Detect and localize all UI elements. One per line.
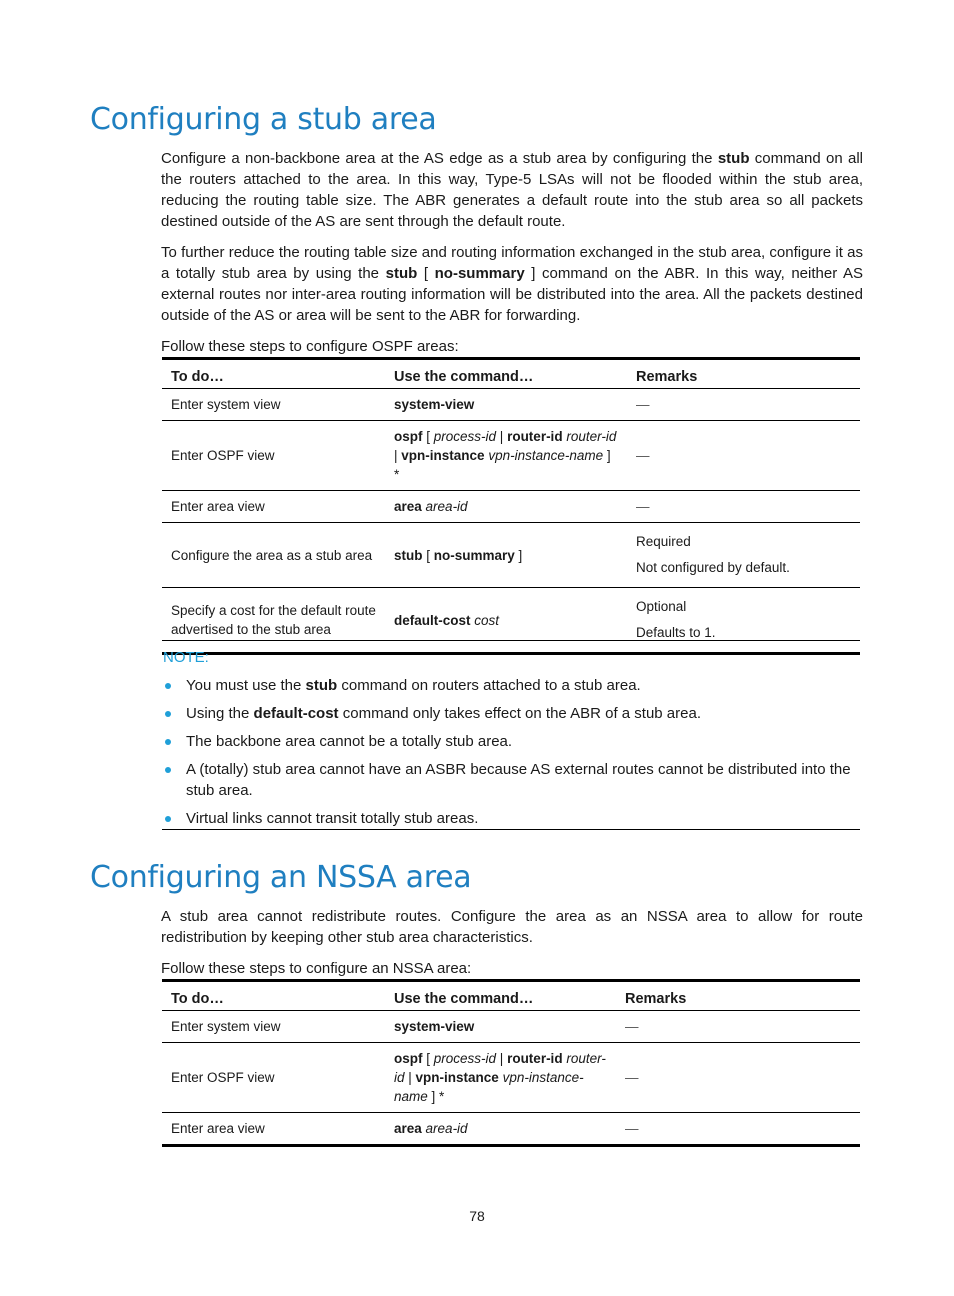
italic-term: router-id: [394, 1051, 606, 1085]
text-run: [: [417, 265, 435, 282]
bullet-icon: [165, 816, 171, 822]
bold-term: vpn-instance: [415, 1070, 499, 1085]
note-list: [162, 675, 860, 836]
bullet-icon: [165, 739, 171, 745]
note-box: [162, 640, 860, 830]
bold-term: stub: [305, 677, 338, 694]
cell-command: [385, 523, 627, 588]
remark-text: Not configured by default.: [636, 560, 790, 575]
remark-text: —: [636, 397, 650, 412]
remark-text: —: [636, 499, 650, 514]
bold-term: ospf: [394, 429, 423, 444]
cell-todo: Enter area view: [162, 491, 385, 523]
col-header-command: Use the command…: [385, 981, 616, 1011]
text-run: command only takes effect on the ABR of a stub area.: [338, 705, 701, 722]
table-row: [162, 421, 860, 491]
cell-command: [385, 1011, 616, 1043]
bullet-icon: [165, 683, 171, 689]
col-header-command: Use the command…: [385, 359, 627, 389]
note-item: [162, 731, 860, 752]
bold-term: system-view: [394, 1019, 475, 1034]
text-run: [: [422, 547, 434, 563]
note-title: NOTE:: [163, 649, 209, 666]
text-run: ] *: [394, 448, 611, 482]
bold-term: system-view: [394, 397, 475, 412]
bold-term: no-summary: [433, 547, 515, 563]
cell-remarks: [627, 491, 860, 523]
bold-term: stub: [385, 265, 418, 282]
nssa-para-1: [161, 906, 863, 948]
col-header-todo: To do…: [162, 359, 385, 389]
cell-remarks: [627, 523, 860, 588]
table-row: [162, 1011, 860, 1043]
remark-text: —: [625, 1019, 639, 1034]
cell-command: [385, 491, 627, 523]
cell-command: [385, 1043, 616, 1113]
col-header-remarks: Remarks: [627, 359, 860, 389]
bold-term: stub: [717, 150, 750, 167]
italic-term: process-id: [433, 429, 497, 444]
cell-todo: Enter system view: [162, 1011, 385, 1043]
stub-para-1: [161, 148, 863, 232]
cell-command: [385, 421, 627, 491]
bold-term: default-cost: [253, 705, 339, 722]
cell-remarks: [627, 389, 860, 421]
text-run: [: [422, 1051, 434, 1066]
bold-term: no-summary: [434, 265, 525, 282]
col-header-remarks: Remarks: [616, 981, 860, 1011]
remark-text: —: [625, 1070, 639, 1085]
remark-text: Defaults to 1.: [636, 625, 716, 640]
italic-term: vpn-instance-name: [394, 1070, 584, 1104]
cell-command: [385, 1113, 616, 1146]
note-item: [162, 759, 860, 801]
italic-term: router-id: [566, 429, 617, 444]
cell-remarks: [627, 421, 860, 491]
table-row: [162, 491, 860, 523]
text-run: command on routers attached to a stub area.: [337, 677, 641, 694]
text-run: |: [394, 448, 402, 463]
bullet-icon: [165, 711, 171, 717]
bold-term: router-id: [507, 429, 563, 444]
bold-term: ospf: [394, 1051, 423, 1066]
italic-term: cost: [474, 612, 500, 628]
text-run: You must use the: [186, 677, 306, 694]
text-run: The backbone area cannot be a totally stub area.: [186, 733, 513, 750]
text-run: |: [496, 429, 508, 444]
text-run: Virtual links cannot transit totally stub areas.: [186, 810, 479, 827]
table-row: [162, 389, 860, 421]
cell-remarks: [616, 1043, 860, 1113]
cell-todo: Enter area view: [171, 1121, 265, 1136]
italic-term: process-id: [433, 1051, 497, 1066]
nssa-area-table: [162, 979, 860, 1147]
table-row: [162, 1113, 860, 1146]
cell-remarks: [616, 1011, 860, 1043]
text-run: |: [404, 1070, 416, 1085]
text-run: command on all the routers attached to the area. In this way, Type-5 LSAs will not be flooded within the stub area, reducing the routing table size. The ABR generates a default route into the stub area so all packets destined outside of the AS are sent through the default route.: [161, 150, 863, 230]
cell-todo: Specify a cost for the default route advertised to the stub area: [171, 603, 376, 637]
remark-text: Required: [636, 534, 691, 549]
bold-term: default-cost: [394, 612, 471, 628]
stub-table-intro: Follow these steps to configure OSPF areas:: [161, 338, 459, 355]
section-title-nssa-area: Configuring an NSSA area: [90, 860, 472, 895]
note-item: [162, 808, 860, 829]
note-item: [162, 703, 860, 724]
remark-text: —: [636, 448, 650, 463]
table-header-row: [162, 981, 860, 1011]
text-run: |: [496, 1051, 508, 1066]
cell-remarks: [616, 1113, 860, 1146]
text-run: A stub area cannot redistribute routes. Configure the area as an NSSA area to allow for route redistribution by keeping other stub area characteristics.: [161, 908, 863, 946]
table-row: [162, 523, 860, 588]
table-row: [162, 1043, 860, 1113]
bold-term: router-id: [507, 1051, 563, 1066]
cell-command: [385, 389, 627, 421]
cell-todo: Configure the area as a stub area: [162, 523, 385, 588]
italic-term: vpn-instance-name: [488, 448, 604, 463]
text-run: ]: [514, 547, 523, 563]
cell-todo: Enter system view: [162, 389, 385, 421]
section-title-stub-area: Configuring a stub area: [90, 102, 437, 137]
bold-term: stub: [394, 547, 423, 563]
nssa-table-intro: Follow these steps to configure an NSSA area:: [161, 960, 472, 977]
text-run: Configure a non-backbone area at the AS edge as a stub area by configuring the: [161, 150, 718, 167]
text-run: To further reduce the routing table size and routing information exchanged in the stub area, configure it as a totally stub area by using the: [161, 244, 863, 282]
italic-term: area-id: [425, 499, 468, 514]
table-header-row: [162, 359, 860, 389]
text-run: ] command on the ABR. In this way, neither AS external routes nor inter-area routing information will be distributed into the area. All the packets destined outside of the AS or area will be sent to the ABR for forwarding.: [161, 265, 863, 324]
bold-term: vpn-instance: [401, 448, 485, 463]
text-run: Using the: [186, 705, 254, 722]
bullet-icon: [165, 767, 171, 773]
italic-term: area-id: [425, 1121, 468, 1136]
remark-text: —: [625, 1121, 639, 1136]
cell-todo: Enter OSPF view: [162, 421, 385, 491]
stub-para-2: [161, 242, 863, 326]
text-run: [: [422, 429, 434, 444]
col-header-todo: To do…: [162, 981, 385, 1011]
cell-todo: Enter OSPF view: [162, 1043, 385, 1113]
note-item: [162, 675, 860, 696]
bold-term: area: [394, 499, 422, 514]
remark-text: Optional: [636, 599, 687, 614]
stub-area-table: [162, 357, 860, 655]
page-number: 78: [469, 1208, 485, 1224]
text-run: A (totally) stub area cannot have an ASBR because AS external routes cannot be distributed into the stub area.: [186, 761, 851, 799]
text-run: ] *: [427, 1089, 445, 1104]
bold-term: area: [394, 1121, 422, 1136]
